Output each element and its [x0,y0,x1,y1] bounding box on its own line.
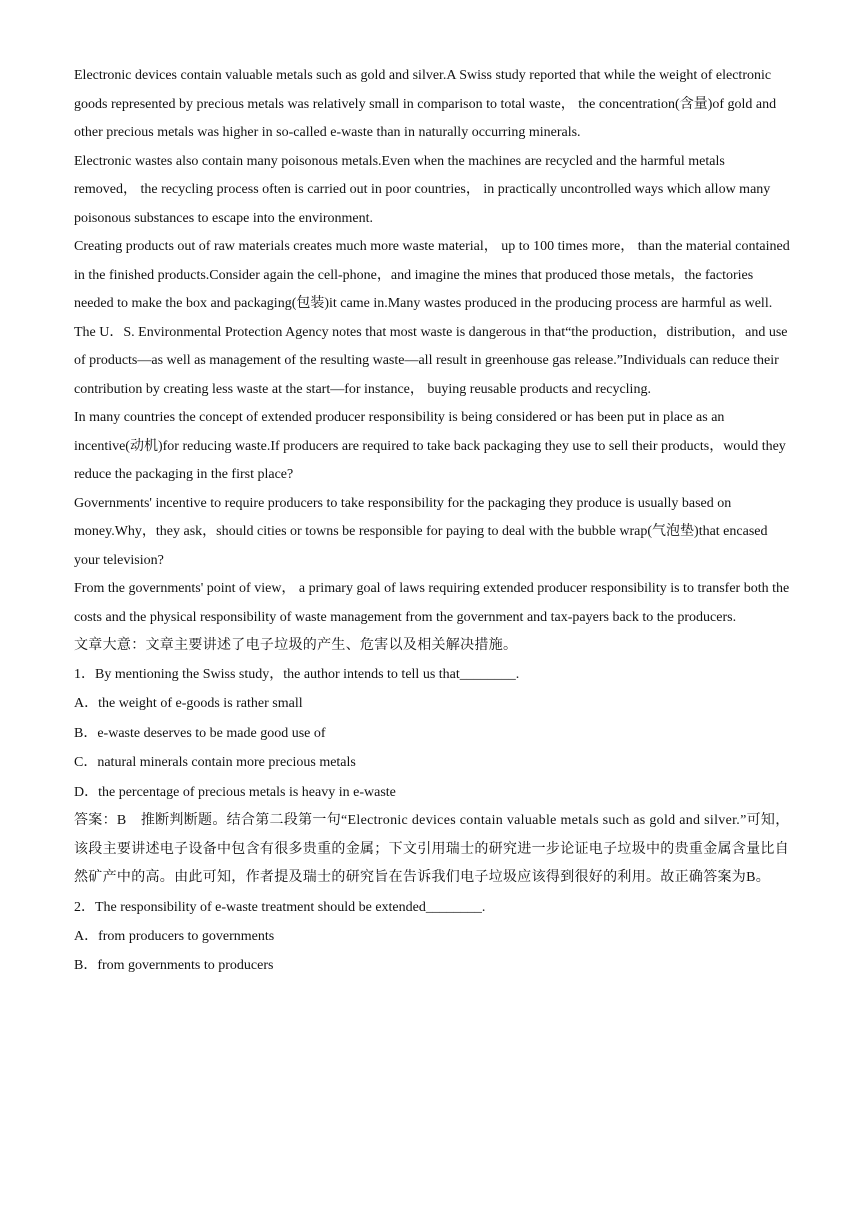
passage-paragraph-5: In many countries the concept of extended producer responsibility is being considered or has been put in place as an incentive(动机)for reducing waste.If producers are required to take back packaging they use to sell their products，would they reduce the packaging in the first place? [74,410,786,482]
passage-paragraph-3: Creating products out of raw materials creates much more waste material， up to 100 times more， than the material contained in the finished products.Consider again the cell-phone，and imagine the mines that produced those metals，the factories needed to make the box and packaging(包装)it came in.Many wastes produced in the producing process are harmful as well. [74,239,790,311]
option-c: C．natural minerals contain more precious metals [74,755,356,770]
question-2 [74,893,790,981]
passage-paragraph-6: Governments' incentive to require producers to take responsibility for the packaging they produce is usually based on money.Why，they ask，should cities or towns be responsible for paying to deal with the bubble wrap(气泡垫)that encased your television? [74,495,768,568]
option-d: D．the percentage of precious metals is heavy in e-waste [74,784,396,800]
option-a: A．from producers to governments [74,928,275,944]
option-a: A．the weight of e-goods is rather small [74,696,303,711]
question-stem: 1．By mentioning the Swiss study，the author intends to tell us that________. [74,667,520,682]
passage [74,62,790,632]
question-1 [74,660,790,893]
document-page [74,62,790,981]
article-summary: 文章大意：文章主要讲述了电子垃圾的产生、危害以及相关解决措施。 [74,638,518,653]
passage-paragraph-4: The U．S. Environmental Protection Agency notes that most waste is dangerous in that“the production，distribution，and use of products—as well as management of the resulting waste—all result in greenhouse gas release.”Individuals can reduce their contribution by creating less waste at the start—for instance， buying reusable products and recycling. [74,324,788,397]
passage-paragraph-1: Electronic devices contain valuable metals such as gold and silver.A Swiss study reported that while the weight of electronic goods represented by precious metals was relatively small in comparison to total waste， the concentration(含量)of gold and other precious metals was higher in so-called e-waste than in naturally occurring minerals. [74,68,777,140]
answer-explanation: 答案：B 推断判断题。结合第二段第一句“Electronic devices contain valuable metals such as gold and silver.”可知，该段主要讲述电子设备中包含有很多贵重的金属；下文引用瑞士的研究进一步论证电子垃圾中的贵重金属含量比自然矿产中的高。由此可知，作者提及瑞士的研究旨在告诉我们电子垃圾应该得到很好的利用。故正确答案为B。 [74,813,790,885]
passage-paragraph-2: Electronic wastes also contain many poisonous metals.Even when the machines are recycled and the harmful metals removed， the recycling process often is carried out in poor countries， in practically uncontrolled ways which allow many poisonous substances to escape into the environment. [74,153,771,226]
option-b: B．from governments to producers [74,958,274,973]
option-b: B．e-waste deserves to be made good use of [74,725,326,741]
passage-paragraph-7: From the governments' point of view， a primary goal of laws requiring extended producer responsibility is to transfer both the costs and the physical responsibility of waste management from the government and tax-payers back to the producers. [74,581,790,625]
question-stem: 2．The responsibility of e-waste treatment should be extended________. [74,899,486,915]
